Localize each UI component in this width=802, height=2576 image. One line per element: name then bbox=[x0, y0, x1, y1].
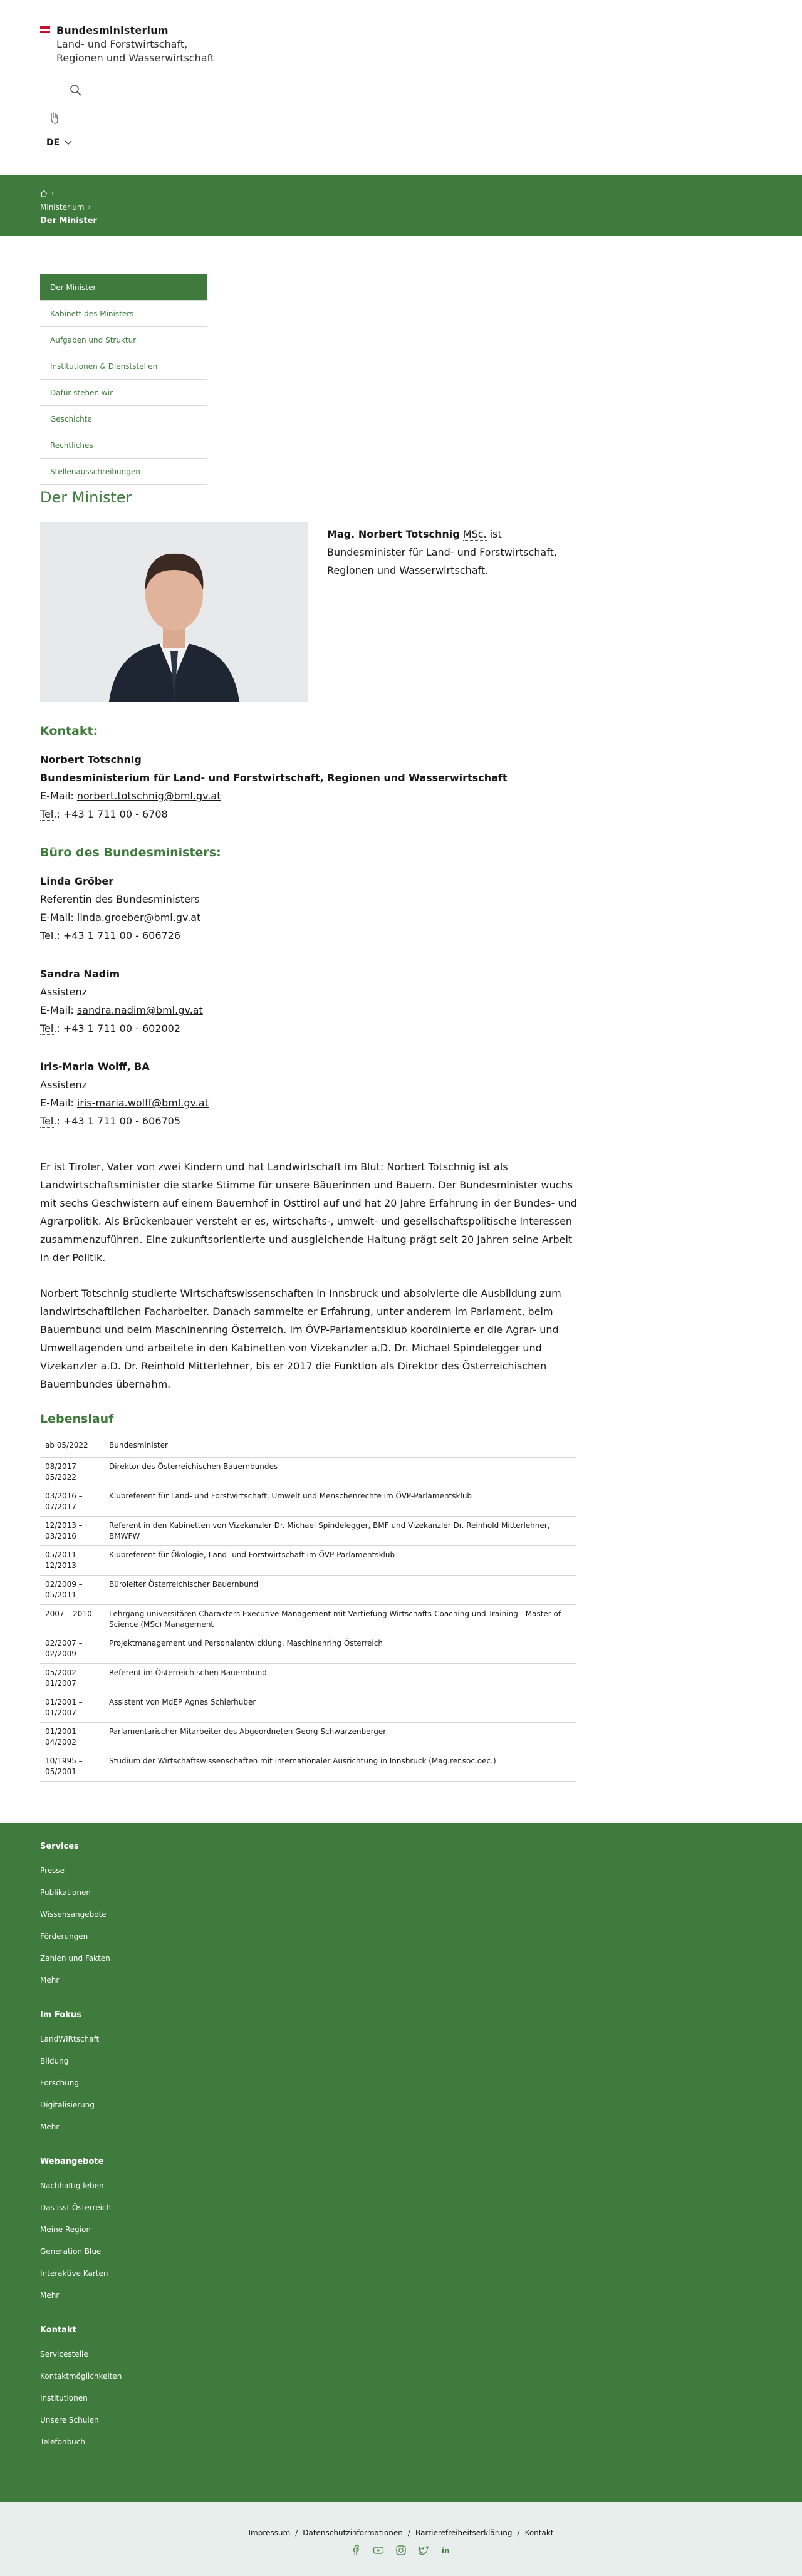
staff-name: Iris-Maria Wolff, BA bbox=[40, 1061, 150, 1072]
lebenslauf-position: Referent in den Kabinetten von Vizekanzler Dr. Michael Spindelegger, BMF und Vizekanzler Dr. Reinhold Mitterlehner, BMWFW bbox=[104, 1517, 576, 1546]
email-label: E-Mail: bbox=[40, 1097, 74, 1109]
legal-link[interactable]: Kontakt bbox=[524, 2528, 554, 2537]
lebenslauf-row bbox=[40, 1436, 576, 1458]
minister-intro bbox=[40, 522, 762, 702]
legal-link[interactable]: Datenschutzinformationen bbox=[303, 2528, 403, 2537]
footer-link[interactable]: Institutionen bbox=[40, 2394, 88, 2402]
lebenslauf-position: Parlamentarischer Mitarbeiter des Abgeordneten Georg Schwarzenberger bbox=[104, 1723, 576, 1752]
footer-link[interactable]: Servicestelle bbox=[40, 2350, 88, 2359]
staff-role: Assistenz bbox=[40, 1079, 88, 1091]
staff-tel: : +43 1 711 00 - 606726 bbox=[56, 930, 181, 942]
site-header bbox=[0, 0, 802, 175]
lebenslauf-position: Direktor des Österreichischen Bauernbundes bbox=[104, 1458, 576, 1487]
lebenslauf-position: Büroleiter Österreichischer Bauernbund bbox=[104, 1576, 576, 1605]
language-label: DE bbox=[46, 138, 60, 148]
footer-link[interactable]: Digitalisierung bbox=[40, 2101, 95, 2109]
lebenslauf-row bbox=[40, 1605, 576, 1634]
contact-email-link[interactable]: norbert.totschnig@bml.gv.at bbox=[76, 790, 221, 802]
breadcrumb-current: Der Minister bbox=[40, 216, 97, 226]
footer-group-title: Services bbox=[40, 1842, 79, 1851]
site-footer bbox=[0, 1823, 802, 2502]
lebenslauf-period: 2007 – 2010 bbox=[40, 1605, 104, 1634]
footer-link[interactable]: Meine Region bbox=[40, 2225, 91, 2234]
page-title: Der Minister bbox=[40, 489, 132, 506]
intro-text bbox=[327, 522, 565, 702]
footer-group-title: Kontakt bbox=[40, 2325, 76, 2335]
lebenslauf-table bbox=[40, 1436, 576, 1782]
footer-link[interactable]: Zahlen und Fakten bbox=[40, 1954, 110, 1963]
staff-name: Linda Gröber bbox=[40, 875, 114, 887]
link-separator: / bbox=[295, 2528, 298, 2537]
chevron-right-icon: › bbox=[88, 203, 91, 211]
home-icon[interactable] bbox=[40, 190, 48, 197]
tel-label: Tel. bbox=[40, 808, 57, 820]
minister-portrait bbox=[40, 522, 308, 702]
footer-link[interactable]: Forschung bbox=[40, 2079, 80, 2087]
sub-footer bbox=[0, 2502, 802, 2576]
lebenslauf-period: 03/2016 – 07/2017 bbox=[40, 1487, 104, 1517]
svg-text:in: in bbox=[442, 2547, 450, 2555]
lebenslauf-row bbox=[40, 1576, 576, 1605]
minister-name: Mag. Norbert Totschnig bbox=[327, 528, 460, 540]
youtube-icon[interactable] bbox=[373, 2545, 384, 2556]
staff-tel: : +43 1 711 00 - 602002 bbox=[56, 1022, 181, 1034]
tel-label: Tel. bbox=[40, 930, 57, 942]
lebenslauf-period: 05/2002 – 01/2007 bbox=[40, 1664, 104, 1693]
link-separator: / bbox=[517, 2528, 520, 2537]
instagram-icon[interactable] bbox=[395, 2545, 407, 2556]
tel-label: Tel. bbox=[40, 1022, 57, 1034]
logo-line-1: Bundesministerium bbox=[56, 24, 169, 36]
email-label: E-Mail: bbox=[40, 1004, 74, 1016]
email-label: E-Mail: bbox=[40, 911, 74, 923]
minister-degree: MSc. bbox=[462, 528, 487, 540]
minister-contact bbox=[40, 750, 762, 823]
lebenslauf-position: Klubreferent für Ökologie, Land- und Forstwirtschaft im ÖVP-Parlamentsklub bbox=[104, 1546, 576, 1576]
lebenslauf-row bbox=[40, 1487, 576, 1517]
footer-link[interactable]: Unsere Schulen bbox=[40, 2416, 99, 2424]
footer-link[interactable]: Kontaktmöglichkeiten bbox=[40, 2372, 122, 2381]
breadcrumb-link-ministerium[interactable]: Ministerium bbox=[40, 203, 85, 212]
lebenslauf-row bbox=[40, 1752, 576, 1782]
chevron-down-icon bbox=[65, 140, 72, 145]
bio-paragraph-2: Norbert Totschnig studierte Wirtschaftswissenschaften in Innsbruck und absolvierte die Ausbildung zum landwirtschaftlichen Facharbeiter. Danach sammelte er Erfahrung, unter anderem im Parlament, beim Bauernbund und beim Maschinenring Österreich. Im ÖVP-Parlamentsklub koordinierte er die Agrar- und Umweltagenden und arbeitete in den Kabinetten von Vizekanzler a.D. Dr. Michael Spindelegger und Vizekanzler a.D. Dr. Reinhold Mitterlehner, bis er 2017 die Funktion als Direktor des Österreichischen Bauernbundes übernahm. bbox=[40, 1287, 561, 1390]
lebenslauf-row bbox=[40, 1664, 576, 1693]
sidenav-item-aufgaben[interactable]: Aufgaben und Struktur bbox=[40, 327, 207, 353]
footer-group bbox=[40, 1842, 762, 1992]
staff-contact bbox=[40, 872, 762, 945]
lebenslauf-position: Projektmanagement und Personalentwicklung, Maschinenring Österreich bbox=[104, 1634, 576, 1664]
lebenslauf-row bbox=[40, 1517, 576, 1546]
lebenslauf-position: Referent im Österreichischen Bauernbund bbox=[104, 1664, 576, 1693]
main-content bbox=[0, 274, 802, 1782]
legal-link[interactable]: Barrierefreiheitserklärung bbox=[415, 2528, 513, 2537]
breadcrumb bbox=[0, 175, 802, 236]
linkedin-icon[interactable] bbox=[440, 2545, 452, 2556]
lebenslauf-period: 08/2017 – 05/2022 bbox=[40, 1458, 104, 1487]
logo-line-3: Regionen und Wasserwirtschaft bbox=[56, 52, 215, 64]
staff-email-link[interactable]: sandra.nadim@bml.gv.at bbox=[76, 1004, 203, 1016]
footer-link[interactable]: Nachhaltig leben bbox=[40, 2181, 104, 2190]
legal-link[interactable]: Impressum bbox=[248, 2528, 291, 2537]
chevron-right-icon: › bbox=[51, 189, 55, 197]
lebenslauf-position: Klubreferent für Land- und Forstwirtschaft, Umwelt und Menschenrechte im ÖVP-Parlamentsklub bbox=[104, 1487, 576, 1517]
footer-link[interactable]: Publikationen bbox=[40, 1888, 91, 1897]
lebenslauf-period: 01/2001 – 04/2002 bbox=[40, 1723, 104, 1752]
footer-group-title: Webangebote bbox=[40, 2157, 104, 2166]
staff-role: Referentin des Bundesministers bbox=[40, 893, 200, 905]
lebenslauf-row bbox=[40, 1458, 576, 1487]
bio-paragraph-1: Er ist Tiroler, Vater von zwei Kindern und hat Landwirtschaft im Blut: Norbert Totschnig ist als Landwirtschaftsminister die starke Stimme für unsere Bäuerinnen und Bauern. Der Bundesminister wuchs mit sechs Geschwistern auf einem Bauernhof in Osttirol auf und hat 20 Jahre Erfahrung in der Bundes- und Agrarpolitik. Als Brückenbauer versteht er es, wirtschafts-, umwelt- und gesellschaftspolitische Interessen zusammenzuführen. Eine zukunftsorientierte und ausgleichende Haltung prägt seit 20 Jahren seine Arbeit in der Politik. bbox=[40, 1161, 577, 1264]
footer-group bbox=[40, 2157, 762, 2307]
footer-link[interactable]: Mehr bbox=[40, 2291, 60, 2300]
ministry-logo[interactable] bbox=[40, 24, 214, 65]
footer-group bbox=[40, 2010, 762, 2138]
lebenslauf-row bbox=[40, 1634, 576, 1664]
footer-link[interactable]: Presse bbox=[40, 1866, 65, 1875]
footer-link[interactable]: LandWIRtschaft bbox=[40, 2035, 100, 2044]
language-switcher[interactable] bbox=[46, 138, 72, 148]
staff-name: Sandra Nadim bbox=[40, 968, 120, 980]
footer-link[interactable]: Förderungen bbox=[40, 1932, 88, 1941]
logo-line-2: Land- und Forstwirtschaft, bbox=[56, 38, 188, 50]
staff-contact bbox=[40, 1057, 762, 1130]
staff-email-link[interactable]: linda.groeber@bml.gv.at bbox=[76, 911, 201, 923]
lebenslauf-period: 05/2011 – 12/2013 bbox=[40, 1546, 104, 1576]
sidenav-item-dafuer-stehen-wir[interactable]: Dafür stehen wir bbox=[40, 380, 207, 406]
staff-role: Assistenz bbox=[40, 986, 88, 998]
sidenav-item-kabinett[interactable]: Kabinett des Ministers bbox=[40, 301, 207, 327]
lebenslauf-period: 01/2001 – 01/2007 bbox=[40, 1693, 104, 1723]
lebenslauf-position: Lehrgang universitären Charakters Executive Management mit Vertiefung Wirtschafts-Coaching und Training - Master of Science (MSc) Management bbox=[104, 1605, 576, 1634]
footer-link[interactable]: Bildung bbox=[40, 2057, 69, 2065]
footer-link[interactable]: Interaktive Karten bbox=[40, 2269, 108, 2278]
lebenslauf-period: 02/2009 – 05/2011 bbox=[40, 1576, 104, 1605]
lebenslauf-position: Assistent von MdEP Agnes Schierhuber bbox=[104, 1693, 576, 1723]
austria-flag-icon bbox=[40, 26, 50, 33]
accessibility-icon[interactable] bbox=[48, 112, 60, 125]
search-icon[interactable] bbox=[69, 83, 84, 98]
footer-link[interactable]: Das isst Österreich bbox=[40, 2203, 112, 2212]
lebenslauf-row bbox=[40, 1723, 576, 1752]
sidenav-item-geschichte[interactable]: Geschichte bbox=[40, 406, 207, 432]
footer-group bbox=[40, 2325, 762, 2453]
link-separator: / bbox=[407, 2528, 410, 2537]
footer-link[interactable]: Generation Blue bbox=[40, 2247, 102, 2256]
lebenslauf-period: 02/2007 – 02/2009 bbox=[40, 1634, 104, 1664]
twitter-icon[interactable] bbox=[418, 2545, 429, 2556]
lebenslauf-row bbox=[40, 1546, 576, 1576]
lebenslauf-heading: Lebenslauf bbox=[40, 1412, 114, 1426]
sidenav-item-rechtliches[interactable]: Rechtliches bbox=[40, 432, 207, 459]
contact-tel: : +43 1 711 00 - 6708 bbox=[56, 808, 168, 820]
footer-link[interactable]: Mehr bbox=[40, 2122, 60, 2131]
legal-links bbox=[0, 2528, 802, 2537]
sidenav-item-der-minister[interactable]: Der Minister bbox=[40, 274, 207, 301]
buero-heading: Büro des Bundesministers: bbox=[40, 846, 221, 860]
lebenslauf-period: 12/2013 – 03/2016 bbox=[40, 1517, 104, 1546]
social-links bbox=[0, 2545, 802, 2556]
staff-tel: : +43 1 711 00 - 606705 bbox=[56, 1115, 181, 1127]
lebenslauf-row bbox=[40, 1693, 576, 1723]
section-nav bbox=[40, 274, 207, 485]
facebook-icon[interactable] bbox=[350, 2545, 362, 2556]
tel-label: Tel. bbox=[40, 1115, 57, 1127]
lebenslauf-period: 10/1995 – 05/2001 bbox=[40, 1752, 104, 1782]
footer-link[interactable]: Wissensangebote bbox=[40, 1910, 107, 1919]
lebenslauf-position: Bundesminister bbox=[104, 1436, 576, 1458]
contact-name: Norbert Totschnig bbox=[40, 754, 142, 766]
footer-group-title: Im Fokus bbox=[40, 2010, 81, 2020]
email-label: E-Mail: bbox=[40, 790, 74, 802]
sidenav-item-institutionen[interactable]: Institutionen & Dienststellen bbox=[40, 353, 207, 380]
staff-email-link[interactable]: iris-maria.wolff@bml.gv.at bbox=[76, 1097, 209, 1109]
minister-role: ist Bundesminister für Land- und Forstwirtschaft, Regionen und Wasserwirtschaft. bbox=[327, 528, 557, 576]
footer-link[interactable]: Mehr bbox=[40, 1976, 60, 1985]
staff-contact bbox=[40, 965, 762, 1037]
lebenslauf-period: ab 05/2022 bbox=[40, 1436, 104, 1458]
lebenslauf-position: Studium der Wirtschaftswissenschaften mit internationaler Ausrichtung in Innsbruck (Mag.rer.soc.oec.) bbox=[104, 1752, 576, 1782]
kontakt-heading: Kontakt: bbox=[40, 724, 98, 738]
sidenav-item-stellenausschreibungen[interactable]: Stellenausschreibungen bbox=[40, 459, 207, 485]
contact-org: Bundesministerium für Land- und Forstwirtschaft, Regionen und Wasserwirtschaft bbox=[40, 772, 508, 784]
footer-link[interactable]: Telefonbuch bbox=[40, 2438, 85, 2446]
